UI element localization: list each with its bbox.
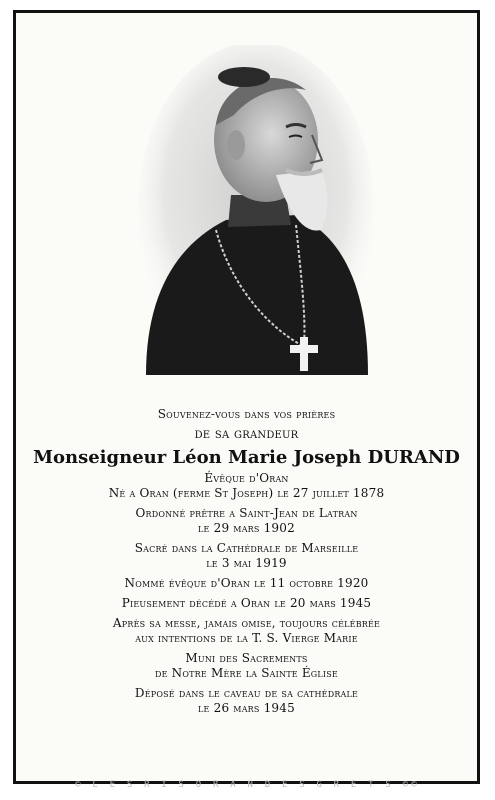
ordination-line: Ordonné prêtre a Saint-Jean de Latran (135, 506, 358, 520)
church-line: de Notre Mère la Sainte Église (155, 666, 338, 680)
consecration-line: Sacré dans la Cathédrale de Marseille (134, 541, 359, 555)
appointment-line: Nommé évêque d'Oran le 11 octobre 1920 (124, 576, 369, 590)
bishop-title: Évêque d'Oran (204, 471, 289, 485)
honorific: de sa grandeur (194, 426, 299, 442)
birth-line: Né a Oran (ferme St Joseph) le 27 juillet 1878 (108, 486, 385, 500)
watermark: © L E S R I S O R A N D E S G R E T S ©© (75, 780, 420, 790)
memorial-text (16, 407, 477, 716)
ordination-date: le 29 mars 1902 (198, 521, 295, 535)
burial-line: Déposé dans le caveau de sa cathédrale (134, 686, 359, 700)
burial-date: le 26 mars 1945 (198, 701, 295, 715)
bishop-portrait (136, 45, 376, 385)
mass-line: Après sa messe, jamais omise, toujours célébrée (112, 616, 381, 630)
prayer-request: Souvenez-vous dans vos prières (157, 407, 336, 421)
sacraments-line: Muni des Sacrements (185, 651, 308, 665)
consecration-date: le 3 mai 1919 (206, 556, 287, 570)
intention-line: aux intentions de la T. S. Vierge Marie (135, 631, 358, 645)
bishop-name: Monseigneur Léon Marie Joseph DURAND (33, 447, 460, 468)
death-line: Pieusement décédé a Oran le 20 mars 1945 (121, 596, 372, 610)
memorial-card (13, 10, 480, 784)
